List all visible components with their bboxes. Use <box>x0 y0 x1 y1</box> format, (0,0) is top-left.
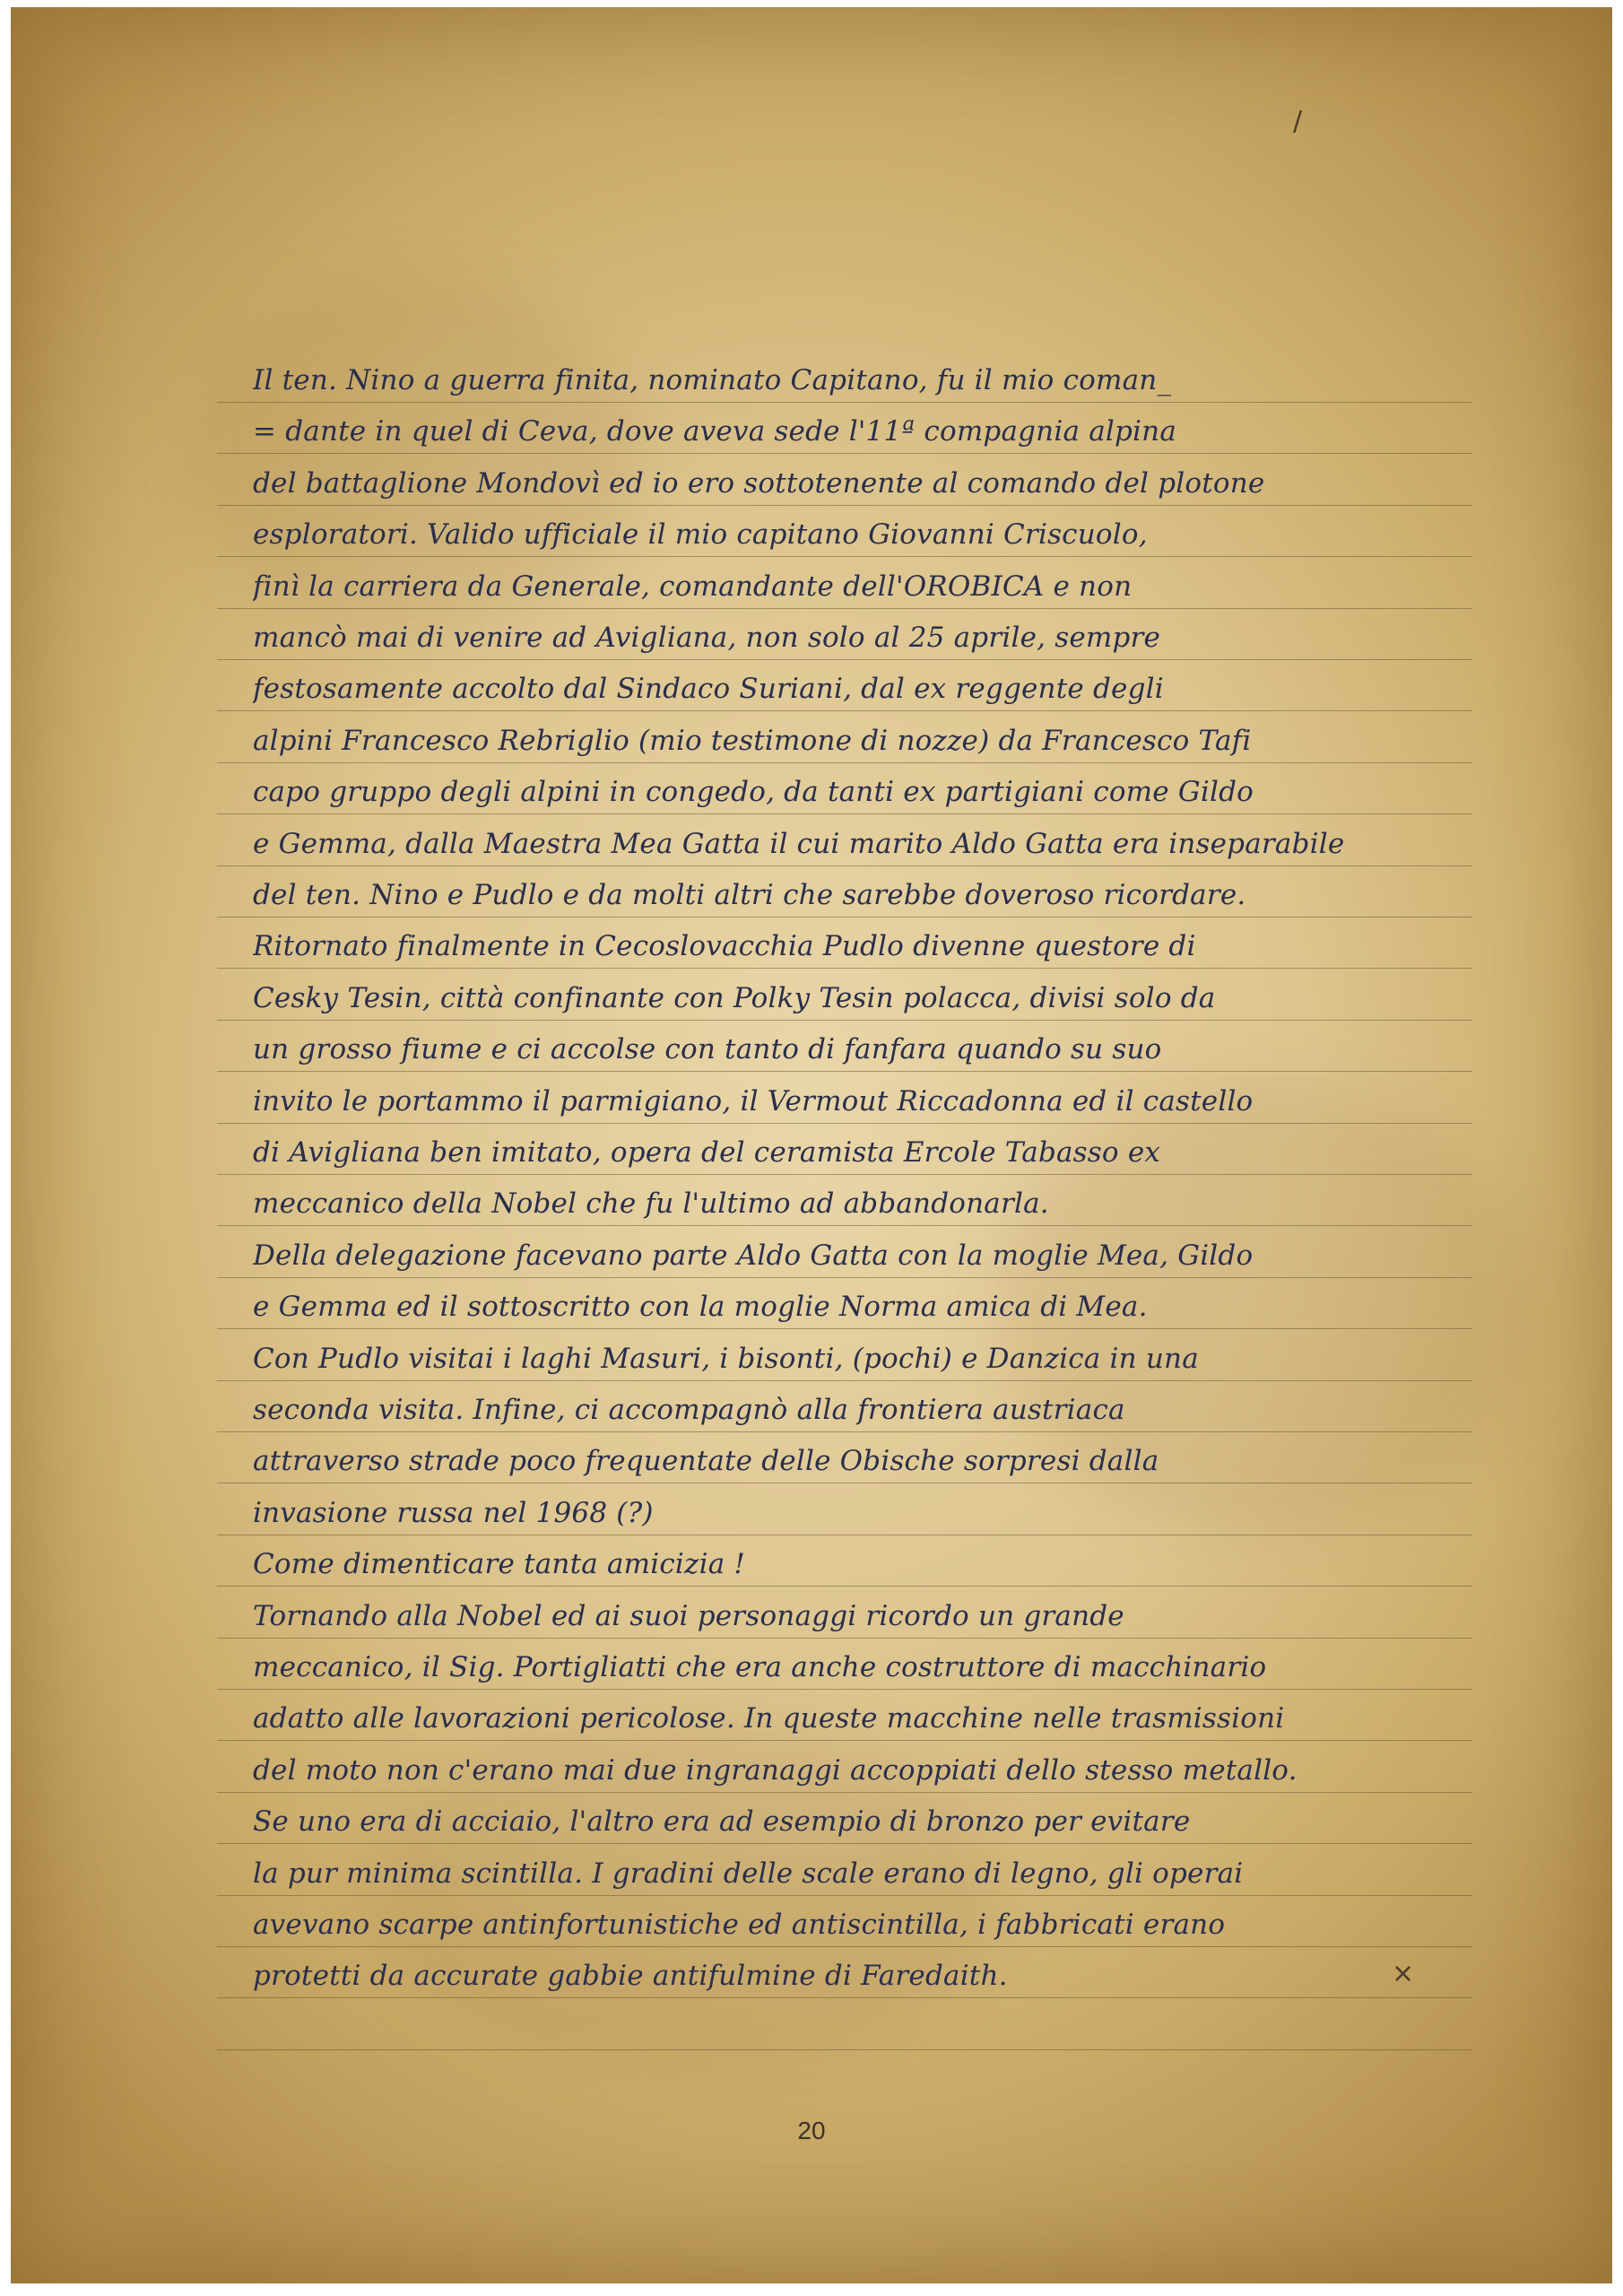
handwritten-line: Se uno era di acciaio, l'altro era ad esempio di bronzo per evitare <box>253 1805 1191 1838</box>
handwritten-line: Tornando alla Nobel ed ai suoi personaggi ricordo un grande <box>253 1600 1124 1632</box>
handwritten-line: festosamente accolto dal Sindaco Suriani, dal ex reggente degli <box>253 673 1164 705</box>
handwritten-line: invasione russa nel 1968 (?) <box>253 1497 654 1529</box>
handwritten-line: Il ten. Nino a guerra finita, nominato Capitano, fu il mio coman_ <box>253 364 1172 396</box>
handwritten-line: adatto alle lavorazioni pericolose. In queste macchine nelle trasmissioni <box>253 1702 1285 1735</box>
pencil-mark-top: / <box>1293 106 1303 137</box>
handwritten-line: e Gemma, dalla Maestra Mea Gatta il cui marito Aldo Gatta era inseparabile <box>253 828 1345 860</box>
handwritten-line: mancò mai di venire ad Avigliana, non solo al 25 aprile, sempre <box>253 622 1161 654</box>
handwritten-line: meccanico della Nobel che fu l'ultimo ad abbandonarla. <box>253 1187 1049 1220</box>
handwritten-line: esploratori. Valido ufficiale il mio capitano Giovanni Criscuolo, <box>253 518 1148 551</box>
handwritten-line: del ten. Nino e Pudlo e da molti altri che sarebbe doveroso ricordare. <box>253 879 1246 911</box>
handwritten-line: meccanico, il Sig. Portigliatti che era anche costruttore di macchinario <box>253 1651 1267 1683</box>
ruled-line <box>217 2049 1472 2050</box>
notebook-page <box>11 7 1612 2283</box>
handwritten-line: la pur minima scintilla. I gradini delle scale erano di legno, gli operai <box>253 1857 1244 1890</box>
handwritten-line: avevano scarpe antinfortunistiche ed antiscintilla, i fabbricati erano <box>253 1909 1226 1941</box>
page-number: 20 <box>797 2117 826 2144</box>
handwritten-line: alpini Francesco Rebriglio (mio testimone di nozze) da Francesco Tafi <box>253 725 1252 757</box>
handwritten-line: capo gruppo degli alpini in congedo, da tanti ex partigiani come Gildo <box>253 776 1254 808</box>
handwritten-line: del battaglione Mondovì ed io ero sottotenente al comando del plotone <box>253 467 1265 500</box>
handwritten-line: e Gemma ed il sottoscritto con la moglie Norma amica di Mea. <box>253 1291 1148 1323</box>
handwritten-line: invito le portammo il parmigiano, il Vermout Riccadonna ed il castello <box>253 1085 1254 1118</box>
handwritten-line: finì la carriera da Generale, comandante dell'OROBICA e non <box>253 570 1133 603</box>
end-mark: × <box>1392 1958 1415 1989</box>
handwritten-text-area <box>217 357 1472 2043</box>
handwritten-line: protetti da accurate gabbie antifulmine di Faredaith. <box>253 1960 1008 1992</box>
handwritten-line: Ritornato finalmente in Cecoslovacchia Pudlo divenne questore di <box>253 930 1196 962</box>
handwritten-line: di Avigliana ben imitato, opera del ceramista Ercole Tabasso ex <box>253 1136 1161 1169</box>
handwritten-line: del moto non c'erano mai due ingranaggi accoppiati dello stesso metallo. <box>253 1754 1298 1787</box>
handwritten-line: seconda visita. Infine, ci accompagnò alla frontiera austriaca <box>253 1394 1125 1426</box>
handwritten-line: attraverso strade poco frequentate delle Obische sorpresi dalla <box>253 1445 1159 1477</box>
handwritten-line: Come dimenticare tanta amicizia ! <box>253 1548 746 1580</box>
handwritten-line: Della delegazione facevano parte Aldo Gatta con la moglie Mea, Gildo <box>253 1239 1254 1272</box>
handwritten-line: Cesky Tesin, città confinante con Polky Tesin polacca, divisi solo da <box>253 982 1216 1014</box>
handwritten-line: un grosso fiume e ci accolse con tanto di fanfara quando su suo <box>253 1033 1162 1065</box>
handwritten-line: = dante in quel di Ceva, dove aveva sede l'11ª compagnia alpina <box>253 415 1176 448</box>
handwritten-line: Con Pudlo visitai i laghi Masuri, i bisonti, (pochi) e Danzica in una <box>253 1343 1199 1375</box>
